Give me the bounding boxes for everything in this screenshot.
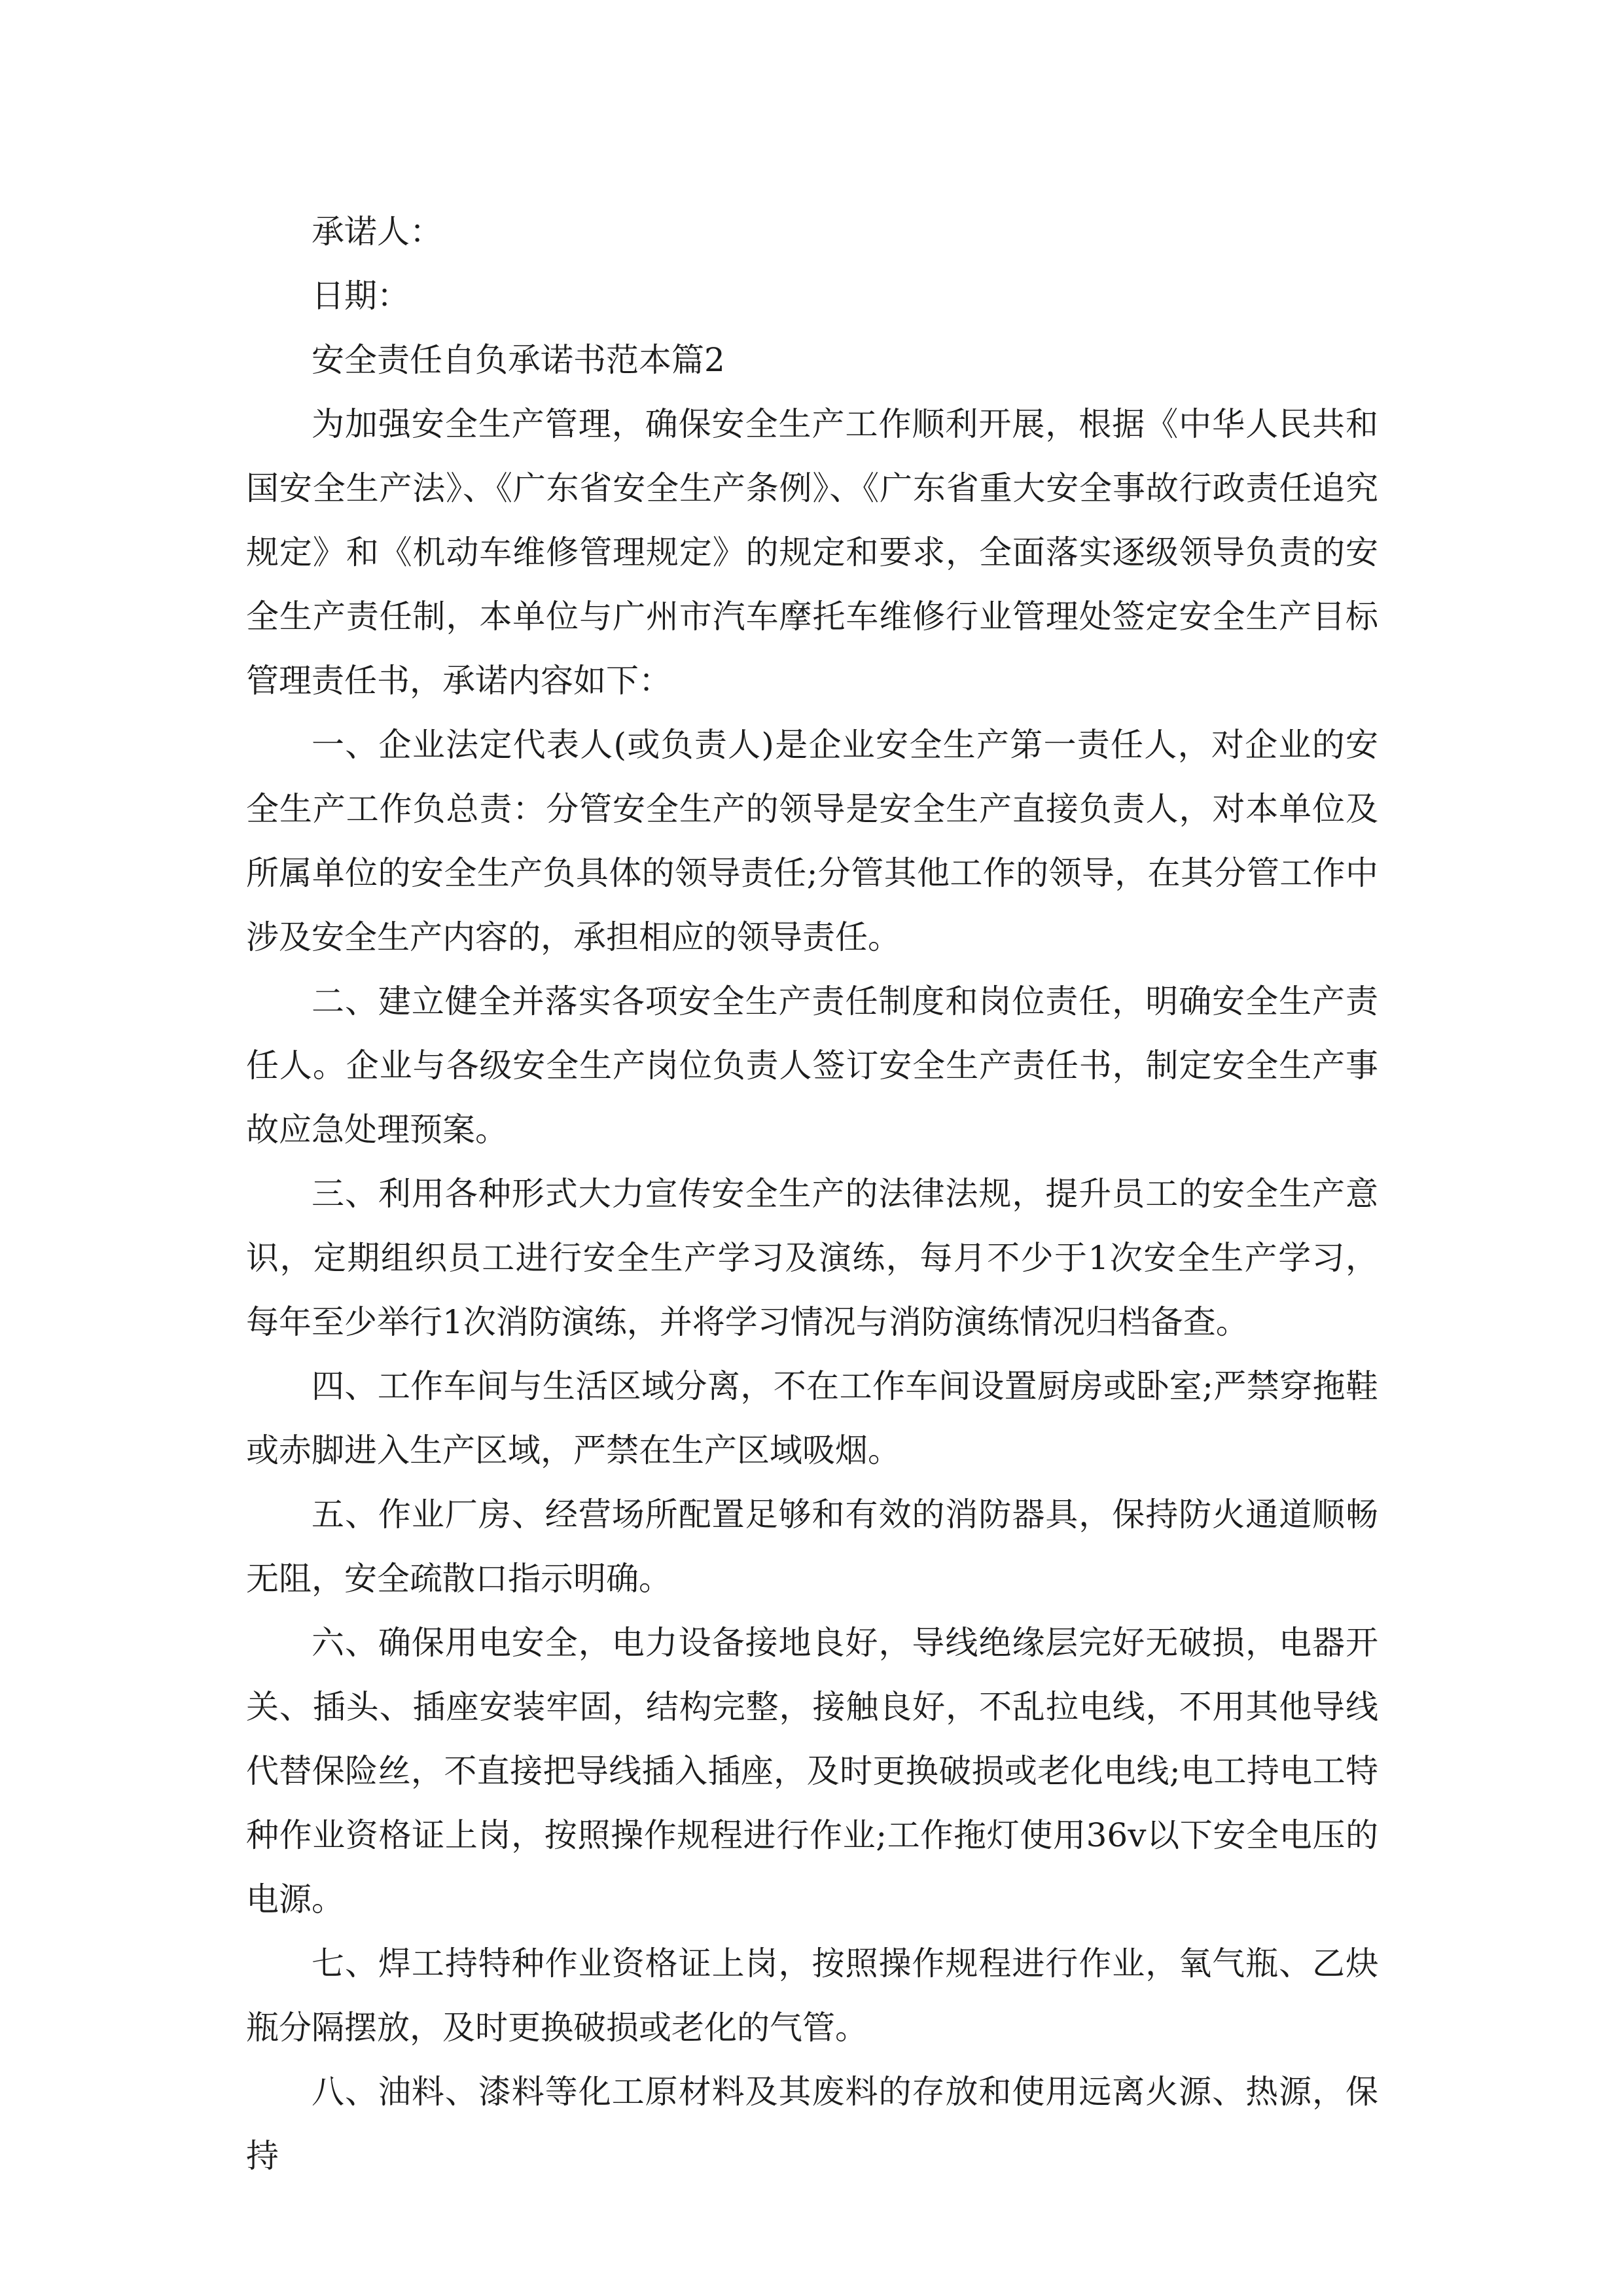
clause-5: 五、作业厂房、经营场所配置足够和有效的消防器具，保持防火通道顺畅无阻，安全疏散口指示明确。 — [246, 1496, 1378, 1598]
section-heading: 安全责任自负承诺书范本篇2 — [312, 341, 725, 379]
clause-4: 四、工作车间与生活区域分离，不在工作车间设置厨房或卧室;严禁穿拖鞋或赤脚进入生产区域，严禁在生产区域吸烟。 — [246, 1367, 1378, 1469]
signatory-line: 承诺人： — [312, 213, 442, 251]
clause-3: 三、利用各种形式大力宣传安全生产的法律法规，提升员工的安全生产意识，定期组织员工进行安全生产学习及演练，每月不少于1次安全生产学习，每年至少举行1次消防演练，并将学习情况与消防演练情况归档备查。 — [246, 1175, 1378, 1341]
date-line: 日期： — [312, 277, 410, 315]
clause-2: 二、建立健全并落实各项安全生产责任制度和岗位责任，明确安全生产责任人。企业与各级安全生产岗位负责人签订安全生产责任书，制定安全生产事故应急处理预案。 — [246, 982, 1378, 1149]
clause-8: 八、油料、漆料等化工原材料及其废料的存放和使用远离火源、热源，保持 — [246, 2073, 1378, 2175]
clause-7: 七、焊工持特种作业资格证上岗，按照操作规程进行作业，氧气瓶、乙炔瓶分隔摆放，及时更换破损或老化的气管。 — [246, 1945, 1378, 2047]
clause-1: 一、企业法定代表人(或负责人)是企业安全生产第一责任人，对企业的安全生产工作负总责：分管安全生产的领导是安全生产直接负责人，对本单位及所属单位的安全生产负具体的领导责任;分管其他工作的领导，在其分管工作中涉及安全生产内容的，承担相应的领导责任。 — [246, 726, 1378, 956]
document-body — [246, 200, 1378, 2188]
intro-paragraph: 为加强安全生产管理，确保安全生产工作顺利开展，根据《中华人民共和国安全生产法》、《广东省安全生产条例》、《广东省重大安全事故行政责任追究规定》和《机动车维修管理规定》的规定和要求，全面落实逐级领导负责的安全生产责任制，本单位与广州市汽车摩托车维修行业管理处签定安全生产目标管理责任书，承诺内容如下： — [246, 405, 1378, 700]
clause-6: 六、确保用电安全，电力设备接地良好，导线绝缘层完好无破损，电器开关、插头、插座安装牢固，结构完整，接触良好，不乱拉电线，不用其他导线代替保险丝，不直接把导线插入插座，及时更换破损或老化电线;电工持电工特种作业资格证上岗，按照操作规程进行作业;工作拖灯使用36v以下安全电压的电源。 — [246, 1624, 1378, 1918]
